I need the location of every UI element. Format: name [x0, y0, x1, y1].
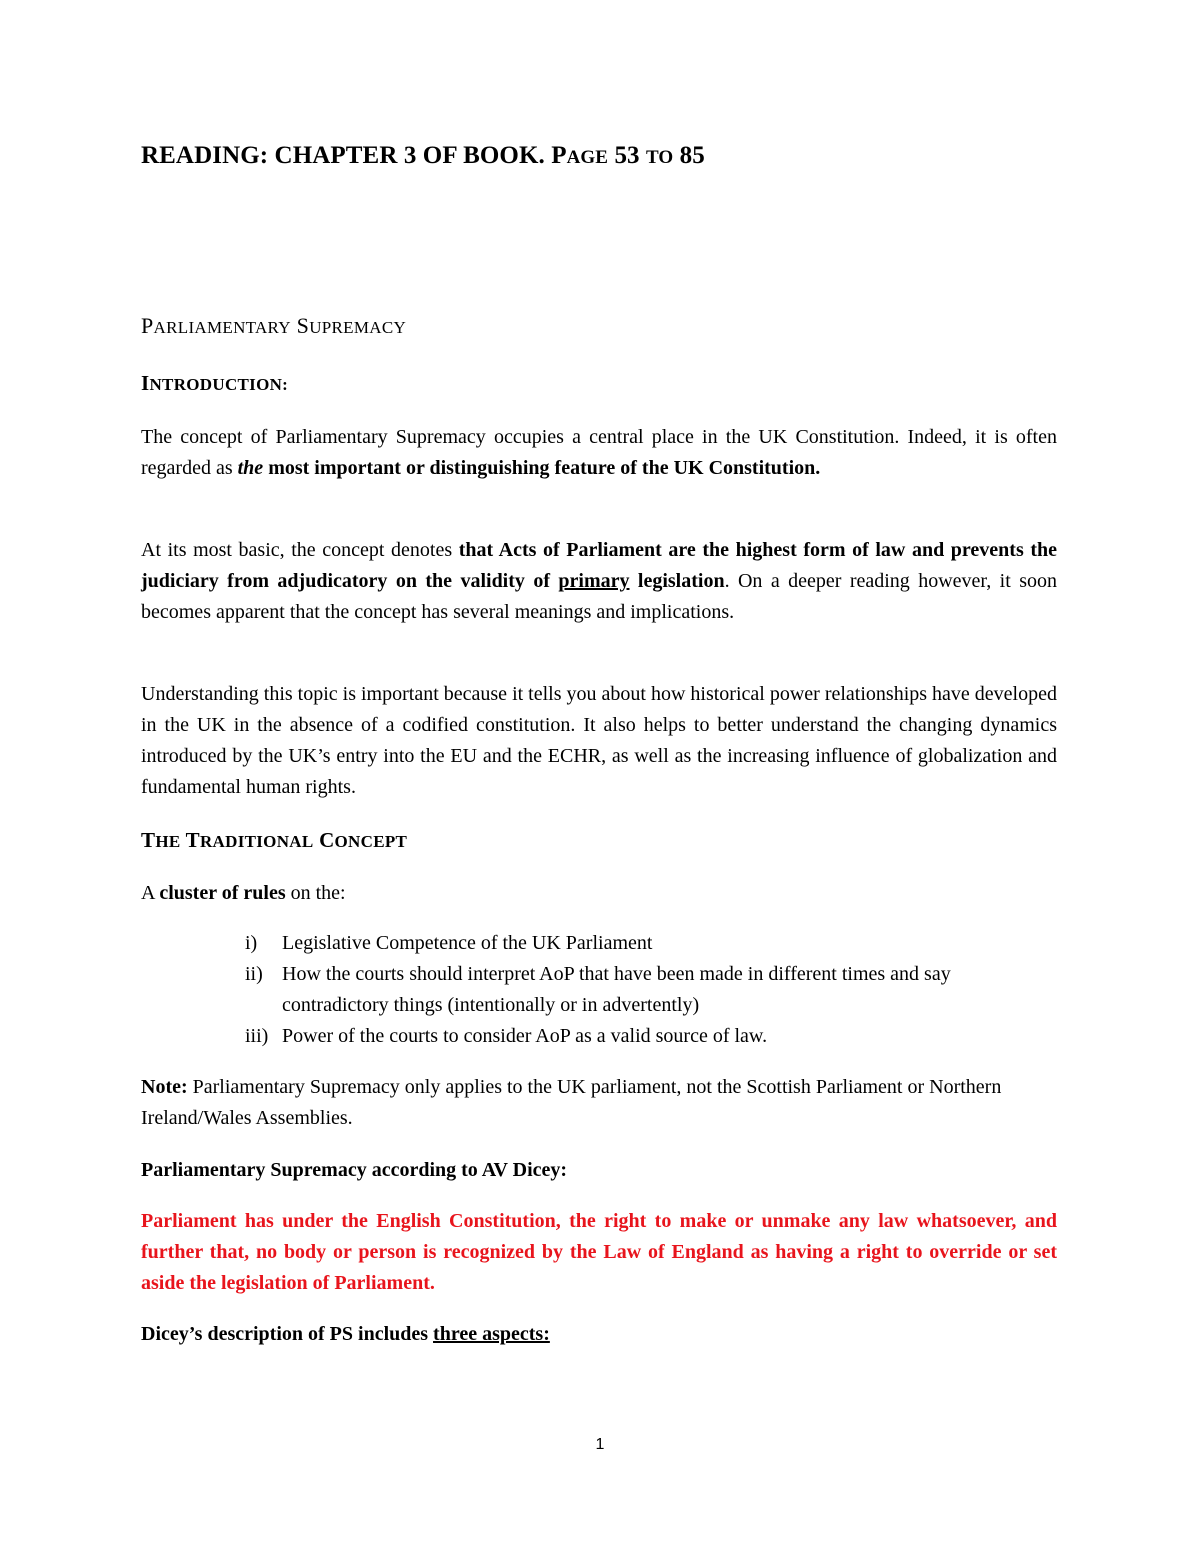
heading-intro-rest: NTRODUCTION: [149, 375, 289, 394]
cluster-a: A [141, 882, 160, 904]
list-item [245, 959, 1057, 1021]
dicey-quote: Parliament has under the English Constitution, the right to make or unmake any law whatsoever, and further that, no body or person is recognized by the Law of England as having a right to override or set aside the legislation of Parliament. [141, 1210, 1057, 1294]
reading-title [141, 142, 705, 170]
heading-trad-he: HE [155, 832, 181, 851]
list-item-number: ii) [245, 963, 263, 985]
dicey-heading-text: Parliamentary Supremacy according to AV Dicey: [141, 1159, 568, 1181]
heading-introduction [141, 371, 288, 396]
heading-ps-arliamentary: ARLIAMENTARY [153, 318, 291, 337]
list-item-number: iii) [245, 1025, 269, 1047]
dicey-heading [141, 1155, 1057, 1186]
heading-ps-s: S [296, 313, 310, 338]
heading-trad-t2: T [185, 828, 200, 852]
heading-traditional-concept [141, 828, 407, 853]
intro-part1: The concept of Parliamentary Supremacy occupies a central place in the UK Constitution. Indeed, it is often regarded as [141, 426, 1057, 479]
heading-ps-upremacy: UPREMACY [309, 318, 407, 337]
title-to: TO [646, 147, 674, 168]
page-number: 1 [595, 1436, 605, 1453]
heading-trad-oncept: ONCEPT [334, 832, 408, 851]
title-p-cap: P [551, 142, 567, 169]
note-label: Note: [141, 1076, 188, 1098]
heading-trad-t: T [141, 828, 156, 852]
title-num2: 85 [673, 142, 705, 169]
intro-paragraph [141, 422, 1057, 484]
heading-ps-p: P [141, 313, 154, 338]
cluster-bold: cluster of rules [159, 882, 286, 904]
aspects-bold: Dicey’s description of PS includes [141, 1323, 434, 1345]
basic-primary: primary [558, 570, 630, 592]
heading-trad-c: C [319, 828, 335, 852]
basic-paragraph [141, 535, 1057, 628]
cluster-paragraph [141, 878, 1057, 909]
list-item [245, 1021, 1057, 1052]
heading-parliamentary-supremacy [141, 313, 406, 339]
understanding-paragraph: Understanding this topic is important because it tells you about how historical power relationships have developed in the UK in the absence of a codified constitution. It also helps to better understand the changing dynamics introduced by the UK’s entry into the EU and the ECHR, as well as the increasing influence of globalization and fundamental human rights. [141, 683, 1057, 798]
rules-list [245, 928, 1057, 1052]
aspects-underlined: three aspects: [433, 1323, 550, 1345]
title-main: READING: CHAPTER 3 OF BOOK. [141, 142, 552, 169]
heading-trad-raditional: RADITIONAL [199, 832, 314, 851]
basic-part2: . On a deeper reading however, it soon becomes apparent that the concept has several meanings and implications. [141, 570, 1057, 623]
title-age: AGE [566, 147, 609, 168]
title-num1: 53 [608, 142, 646, 169]
list-item-text: Legislative Competence of the UK Parliament [282, 932, 653, 954]
basic-bold1: that Acts of Parliament are the highest form of law and prevents the judiciary from adjudicatory on the validity of [141, 539, 1057, 592]
note-paragraph [141, 1072, 1057, 1134]
heading-intro-i: I [141, 371, 150, 395]
cluster-rest: on the: [285, 882, 346, 904]
basic-bold2: legislation [629, 570, 725, 592]
aspects-paragraph [141, 1319, 1057, 1350]
note-text: Parliamentary Supremacy only applies to the UK parliament, not the Scottish Parliament or Northern Ireland/Wales Assemblies. [141, 1076, 1022, 1129]
intro-bold-rest: most important or distinguishing feature of the UK Constitution. [263, 457, 821, 479]
basic-part1: At its most basic, the concept denotes [141, 539, 459, 561]
list-item-text: Power of the courts to consider AoP as a valid source of law. [282, 1025, 768, 1047]
intro-the-emphasis: the [237, 457, 264, 479]
list-item [245, 928, 1057, 959]
list-item-text: How the courts should interpret AoP that have been made in different times and say contradictory things (intentionally or in advertently) [282, 963, 951, 1016]
list-item-number: i) [245, 932, 258, 954]
